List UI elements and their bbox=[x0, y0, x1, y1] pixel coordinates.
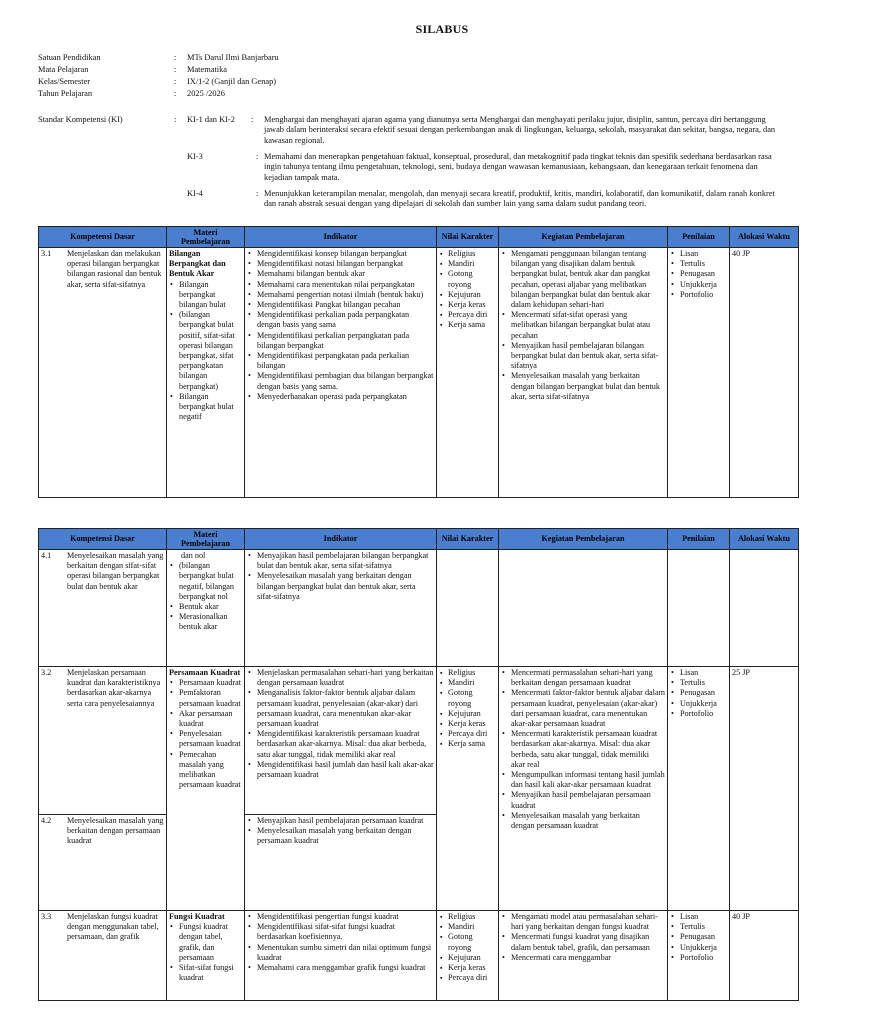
list-item: • Mengumpulkan informasi tentang hasil jumlah dan hasil kali akar-akar persamaan kuadrat bbox=[501, 770, 665, 790]
indikator-list bbox=[247, 912, 434, 973]
list-item: • Menyederhanakan operasi pada perpangkatan bbox=[247, 392, 434, 402]
list-item: ▪ Kejujuran bbox=[439, 953, 496, 963]
list-item: • Mencermati karakteristik persamaan kuadrat berdasarkan akar-akarnya. Misal: dua akar berbeda, satu akar tunggal, tidak memiliki akar real bbox=[501, 729, 665, 770]
list-item: • Memahami bilangan bentuk akar bbox=[247, 269, 434, 279]
list-item: • Memahami pengertian notasi ilmiah (bentuk baku) bbox=[247, 290, 434, 300]
list-item: • Mengidentifikasi sifat-sifat fungsi kuadrat berdasarkan koefisiennya. bbox=[247, 922, 434, 942]
list-item: • (bilangan berpangkat bulat positif, sifat-sifat operasi bilangan berpangkat, sifat perpangkatan bilangan berpangkat) bbox=[169, 310, 242, 392]
colon: : bbox=[256, 189, 259, 198]
list-item: • Mengidentifikasi perpangkatan pada perkalian bilangan bbox=[247, 351, 434, 371]
list-item: • Penugasan bbox=[670, 269, 727, 279]
list-item: • Lisan bbox=[670, 668, 727, 678]
header-alokasi-waktu: Alokasi Waktu bbox=[730, 529, 799, 550]
list-item: • Mengidentifikasi perkalian perpangkatan pada bilangan berpangkat bbox=[247, 331, 434, 351]
list-item: ▪ Kerja sama bbox=[439, 739, 496, 749]
alokasi-waktu: 40 JP bbox=[730, 911, 799, 1001]
list-item: • Memahami cara menentukan nilai perpangkatan bbox=[247, 280, 434, 290]
list-item: • Unjukkerja bbox=[670, 280, 727, 290]
list-item: • Tertulis bbox=[670, 259, 727, 269]
colon: : bbox=[174, 77, 177, 86]
materi-title: Persamaan Kuadrat bbox=[169, 668, 241, 677]
list-item: • Menyelesaikan masalah yang berkaitan dengan persamaan kuadrat bbox=[501, 811, 665, 831]
list-item: • Penugasan bbox=[670, 932, 727, 942]
list-item: ▪ Gotong royong bbox=[439, 932, 496, 952]
list-item: • Persamaan kuadrat bbox=[169, 678, 242, 688]
header-materi: Materi Pembelajaran bbox=[167, 227, 245, 248]
indikator-list bbox=[247, 249, 434, 402]
list-item: • Mengamati model atau permasalahan sehari-hari yang berkaitan dengan fungsi kuadrat bbox=[501, 912, 665, 932]
list-item: • Mencermati sifat-sifat operasi yang melibatkan bilangan berpangkat bulat atau pecahan bbox=[501, 310, 665, 341]
list-item: • Mengidentifikasi konsep bilangan berpangkat bbox=[247, 249, 434, 259]
list-item: • Pemfaktoran persamaan kuadrat bbox=[169, 688, 242, 708]
list-item: • Portofolio bbox=[670, 953, 727, 963]
colon: : bbox=[256, 152, 259, 161]
kd-cell bbox=[41, 912, 164, 943]
list-item: • Portofolio bbox=[670, 709, 727, 719]
colon: : bbox=[174, 89, 177, 98]
materi-title: Bilangan Berpangkat dan Bentuk Akar bbox=[169, 249, 226, 279]
list-item: • Penyelesaian persamaan kuadrat bbox=[169, 729, 242, 749]
header-alokasi-waktu: Alokasi Waktu bbox=[730, 227, 799, 248]
kd-number: 3.2 bbox=[41, 668, 52, 677]
table-header-row bbox=[39, 227, 799, 248]
kegiatan-list bbox=[501, 668, 665, 831]
ki-code: KI-4 bbox=[187, 189, 203, 198]
silabus-table-2 bbox=[38, 528, 799, 1001]
indikator-list bbox=[247, 816, 434, 847]
list-item: ▪ Percaya diri bbox=[439, 729, 496, 739]
list-item: • Bilangan berpangkat bilangan bulat bbox=[169, 280, 242, 311]
penilaian-list bbox=[670, 668, 727, 719]
list-item: ▪ Mandiri bbox=[439, 259, 496, 269]
penilaian-list bbox=[670, 249, 727, 300]
list-item: • Sifat-sifat fungsi kuadrat bbox=[169, 963, 242, 983]
list-item: • Menentukan sumbu simetri dan nilai optimum fungsi kuadrat bbox=[247, 943, 434, 963]
list-item: • Penugasan bbox=[670, 688, 727, 698]
table-row bbox=[39, 248, 799, 498]
list-item: • Mengidentifikasi pengertian fungsi kuadrat bbox=[247, 912, 434, 922]
list-item: • Menyajikan hasil pembelajaran persamaan kuadrat bbox=[501, 790, 665, 810]
table-row bbox=[39, 911, 799, 1001]
kd-cell bbox=[41, 816, 164, 847]
list-item: ▪ Gotong royong bbox=[439, 269, 496, 289]
list-item: • Mengamati penggunaan bilangan tentang bilangan yang disajikan dalam bentuk berpangkat bulat, bentuk akar dan pangkat pecahan, operasi aljabar yang melibatkan bilangan berpangkat bulat dan bentuk akar dalam kehidupan sehari-hari bbox=[501, 249, 665, 310]
list-item: • Menyajikan hasil pembelajaran persamaan kuadrat bbox=[247, 816, 434, 826]
kegiatan-list bbox=[501, 912, 665, 963]
materi-list bbox=[169, 678, 242, 790]
list-item: • Unjukkerja bbox=[670, 943, 727, 953]
list-item: • Akar persamaan kuadrat bbox=[169, 709, 242, 729]
ki-text: Menunjukkan keterampilan menalar, mengolah, dan menyaji secara kreatif, produktif, kritis, mandiri, kolaboratif, dan komunikatif, dalam ranah konkret dan ranah abstrak sesuai dengan yang dipelajari di sekolah dan sumber lain yang sama dalam sudut pandang teori. bbox=[264, 189, 775, 209]
list-item: ▪ Mandiri bbox=[439, 678, 496, 688]
list-item: • Memahami cara menggambar grafik fungsi kuadrat bbox=[247, 963, 434, 973]
kd-cell bbox=[41, 668, 164, 709]
list-item: • Mencermati fungsi kuadrat yang disajikan dalam bentuk tabel, grafik, dan persamaan bbox=[501, 932, 665, 952]
list-item: • Mengidentifikasi perkalian pada perpangkatan dengan basis yang sama bbox=[247, 310, 434, 330]
list-item: • Mengidentifikasi karakteristik persamaan kuadrat berdasarkan akar-akarnya. Misal: dua akar berbeda, satu akar tunggal, tidak memiliki akar real bbox=[247, 729, 434, 760]
kd-number: 4.1 bbox=[41, 551, 52, 560]
penilaian-list bbox=[670, 912, 727, 963]
header-penilaian: Penilaian bbox=[668, 227, 730, 248]
list-item: • Portofolio bbox=[670, 290, 727, 300]
list-item: • Mencermati faktor-faktor bentuk aljabar dalam persamaan kuadrat, penyelesaian (akar-akar) dari persamaan kuadrat, cara menentukan akar-akar persamaan kuadrat bbox=[501, 688, 665, 729]
list-item: • Fungsi kuadrat dengan tabel, grafik, dan persamaan bbox=[169, 922, 242, 963]
list-item: • Menyelesaikan masalah yang berkaitan dengan persamaan kuadrat bbox=[247, 826, 434, 846]
page-title: SILABUS bbox=[415, 22, 469, 36]
list-item: • Bentuk akar bbox=[169, 602, 242, 612]
kd-text: Menjelaskan persamaan kuadrat dan karakteristiknya berdasarkan akar-akarnya serta cara penyelesaiannya bbox=[67, 668, 161, 708]
value-kelas-semester: IX/1-2 (Ganjil dan Genap) bbox=[187, 77, 277, 86]
list-item: • Menjelaskan permasalahan sehari-hari yang berkaitan dengan persamaan kuadrat bbox=[247, 668, 434, 688]
ki-text: Menghargai dan menghayati ajaran agama yang dianutnya serta Menghargai dan menghayati perilaku jujur, disiplin, santun, percaya diri bertanggung jawab dalam berinteraksi secara efektif sesuai dengan perkembangan anak di lingkungan, keluarga, sekolah, masyarakat dan sekitar, bangsa, negara, dan kawasan regional. bbox=[264, 115, 776, 145]
indikator-list bbox=[247, 668, 434, 780]
list-item: • Mengidentifikasi Pangkat bilangan pecahan bbox=[247, 300, 434, 310]
list-item: • Mengidentifikasi notasi bilangan berpangkat bbox=[247, 259, 434, 269]
nilai-list bbox=[439, 249, 496, 331]
label-mata-pelajaran: Mata Pelajaran bbox=[38, 65, 89, 74]
nilai-list bbox=[439, 912, 496, 983]
colon: : bbox=[174, 53, 177, 62]
list-item: ▪ Kejujuran bbox=[439, 709, 496, 719]
materi-continuation: dan nol bbox=[181, 551, 206, 560]
list-item: ▪ Kejujuran bbox=[439, 290, 496, 300]
list-item: ▪ Percaya diri bbox=[439, 973, 496, 983]
kd-text: Menjelaskan dan melakukan operasi bilangan berpangkat bilangan rasional dan bentuk akar, serta sifat-sifatnya bbox=[67, 249, 162, 289]
list-item: • Menyajikan hasil pembelajaran bilangan berpangkat bulat dan bentuk akar, serta sifat-sifatnya bbox=[501, 341, 665, 372]
indikator-list bbox=[247, 551, 434, 602]
list-item: ▪ Mandiri bbox=[439, 922, 496, 932]
list-item: • Menganalisis faktor-faktor bentuk aljabar dalam persamaan kuadrat, penyelesaian (akar-akar) dari persamaan kuadrat, cara menentukan akar-akar persamaan kuadrat bbox=[247, 688, 434, 729]
kd-cell bbox=[41, 249, 164, 290]
list-item: • Menyajikan hasil pembelajaran bilangan berpangkat bulat dan bentuk akar, serta sifat-sifatnya bbox=[247, 551, 434, 571]
alokasi-waktu: 40 JP bbox=[730, 248, 799, 498]
list-item: ▪ Percaya diri bbox=[439, 310, 496, 320]
header-materi: Materi Pembelajaran bbox=[167, 529, 245, 550]
kd-number: 4.2 bbox=[41, 816, 52, 825]
list-item: • Unjukkerja bbox=[670, 699, 727, 709]
header-kegiatan: Kegiatan Pembelajaran bbox=[499, 529, 668, 550]
kd-number: 3.3 bbox=[41, 912, 52, 921]
value-tahun-pelajaran: 2025 /2026 bbox=[187, 89, 225, 98]
list-item: • Lisan bbox=[670, 912, 727, 922]
list-item: • Menyelesaikan masalah yang berkaitan dengan bilangan berpangkat bulat dan bentuk akar, serta sifat-sifatnya bbox=[247, 571, 434, 602]
kd-text: Menyelesaikan masalah yang berkaitan dengan sifat-sifat operasi bilangan berpangkat bulat dan bentuk akar bbox=[67, 551, 164, 591]
header-kompetensi-dasar: Kompetensi Dasar bbox=[39, 227, 167, 248]
ki-code: KI-1 dan KI-2 bbox=[187, 115, 235, 124]
list-item: • Mencermati permasalahan sehari-hari yang berkaitan dengan persamaan kuadrat bbox=[501, 668, 665, 688]
ki-text: Memahami dan menerapkan pengetahuan faktual, konseptual, prosedural, dan metakognitif pada tingkat teknis dan spesifik sederhana berdasarkan rasa ingin tahunya tentang ilmu pengetahuan, teknologi, seni, budaya dengan wawasan kemanusiaan, kebangsaan, dan kenegaraan terkait fenomena dan kejadian tampak mata. bbox=[264, 152, 772, 182]
kd-cell bbox=[41, 551, 164, 592]
value-mata-pelajaran: Matematika bbox=[187, 65, 227, 74]
header-kegiatan: Kegiatan Pembelajaran bbox=[499, 227, 668, 248]
label-satuan-pendidikan: Satuan Pendidikan bbox=[38, 53, 101, 62]
label-kelas-semester: Kelas/Semester bbox=[38, 77, 91, 86]
list-item: • Menyelesaikan masalah yang berkaitan dengan bilangan berpangkat bulat dan bentuk akar, serta sifat-sifatnya bbox=[501, 371, 665, 402]
header-indikator: Indikator bbox=[245, 529, 437, 550]
table-row bbox=[39, 667, 799, 815]
kd-text: Menyelesaikan masalah yang berkaitan dengan persamaan kuadrat bbox=[67, 816, 164, 846]
list-item: • Lisan bbox=[670, 249, 727, 259]
list-item: • Mengidentifikasi pembagian dua bilangan berpangkat dengan basis yang sama. bbox=[247, 371, 434, 391]
table-header-row bbox=[39, 529, 799, 550]
materi-title: Fungsi Kuadrat bbox=[169, 912, 225, 921]
colon: : bbox=[251, 115, 254, 124]
list-item: ▪ Religius bbox=[439, 249, 496, 259]
header-nilai-karakter: Nilai Karakter bbox=[437, 529, 499, 550]
list-item: ▪ Religius bbox=[439, 912, 496, 922]
label-tahun-pelajaran: Tahun Pelajaran bbox=[38, 89, 93, 98]
colon: : bbox=[174, 65, 177, 74]
list-item: ▪ Religius bbox=[439, 668, 496, 678]
header-penilaian: Penilaian bbox=[668, 529, 730, 550]
list-item: ▪ Kerja keras bbox=[439, 719, 496, 729]
list-item: • Tertulis bbox=[670, 922, 727, 932]
list-item: ▪ Kerja sama bbox=[439, 320, 496, 330]
nilai-list bbox=[439, 668, 496, 750]
alokasi-waktu: 25 JP bbox=[730, 667, 799, 911]
header-indikator: Indikator bbox=[245, 227, 437, 248]
list-item: ▪ Kerja keras bbox=[439, 963, 496, 973]
list-item: • Bilangan berpangkat bulat negatif bbox=[169, 392, 242, 423]
value-satuan-pendidikan: MTs Darul Ilmi Banjarbaru bbox=[187, 53, 279, 62]
header-kompetensi-dasar: Kompetensi Dasar bbox=[39, 529, 167, 550]
materi-list bbox=[169, 280, 242, 423]
header-nilai-karakter: Nilai Karakter bbox=[437, 227, 499, 248]
label-standar-kompetensi: Standar Kompetensi (KI) bbox=[38, 115, 123, 124]
list-item: • Tertulis bbox=[670, 678, 727, 688]
list-item: • Mengidentifikasi hasil jumlah dan hasil kali akar-akar persamaan kuadrat bbox=[247, 760, 434, 780]
list-item: • Merasionalkan bentuk akar bbox=[169, 612, 242, 632]
list-item: ▪ Kerja keras bbox=[439, 300, 496, 310]
kd-number: 3.1 bbox=[41, 249, 52, 258]
table-row bbox=[39, 550, 799, 667]
silabus-table-1 bbox=[38, 226, 799, 498]
materi-list bbox=[169, 922, 242, 983]
kd-text: Menjelaskan fungsi kuadrat dengan menggunakan tabel, persamaan, dan grafik bbox=[67, 912, 159, 942]
materi-list bbox=[169, 561, 242, 632]
ki-code: KI-3 bbox=[187, 152, 203, 161]
kegiatan-list bbox=[501, 249, 665, 402]
list-item: • (bilangan berpangkat bulat negatif, bilangan berpangkat nol bbox=[169, 561, 242, 602]
list-item: ▪ Gotong royong bbox=[439, 688, 496, 708]
colon: : bbox=[174, 115, 177, 124]
list-item: • Pemecahan masalah yang melibatkan persamaan kuadrat bbox=[169, 750, 242, 791]
list-item: • Mencermati cara menggambar bbox=[501, 953, 665, 963]
